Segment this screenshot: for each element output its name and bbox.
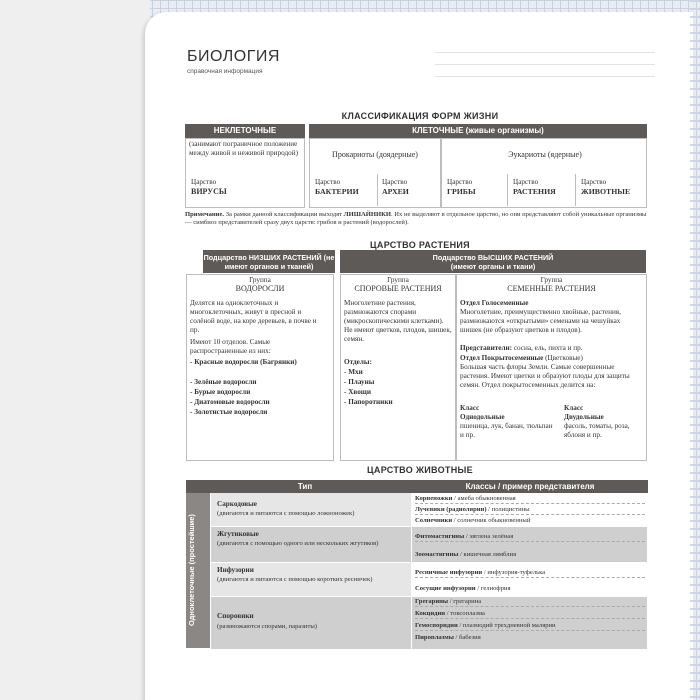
group-spore-label: Группа xyxy=(387,276,409,284)
class-monocots-name: Однодольные xyxy=(460,413,505,421)
classification-title: КЛАССИФИКАЦИЯ ФОРМ ЖИЗНИ xyxy=(341,111,499,121)
class-example: / солнечник обыкновенный xyxy=(452,517,531,524)
type-desc: (двигаются с помощью одного или нескольких жгутиков) xyxy=(217,540,379,547)
kingdom-fungi: ГРИБЫ xyxy=(447,187,476,196)
class-name: Грегарины xyxy=(415,598,449,605)
prokaryotes-label: Прокариоты (доядерные) xyxy=(332,150,418,159)
class-name: Лучевики (радиолярии) xyxy=(415,506,487,513)
class-row xyxy=(415,533,645,542)
angiosperms-heading xyxy=(460,354,643,363)
algae-divisions: Имеют 10 отделов. Самые распространенные из них: xyxy=(190,338,271,355)
spore-item: - Плауны xyxy=(344,378,375,386)
class-row xyxy=(415,585,645,593)
group-seed-name: СЕМЕННЫЕ РАСТЕНИЯ xyxy=(507,284,596,293)
class-name: Гемоспоридии xyxy=(415,622,458,629)
class-example: / грегарина xyxy=(448,598,482,605)
lower-plants-header: Подцарство НИЗШИХ РАСТЕНИЙ (не имеют органов и тканей) xyxy=(203,250,335,273)
divider xyxy=(507,174,508,206)
classification-note xyxy=(185,211,649,227)
cellular-header: КЛЕТОЧНЫЕ (живые организмы) xyxy=(309,124,647,138)
algae-item: - Золотистые водоросли xyxy=(190,408,268,416)
class-row xyxy=(415,610,645,619)
algae-item: - Бурые водоросли xyxy=(190,388,251,396)
algae-item: - Зелёные водоросли xyxy=(190,378,257,386)
algae-item: - Диатомовые водоросли xyxy=(190,398,270,406)
angiosperms-sub: (Цветковые) xyxy=(543,354,583,362)
noncellular-kingdom-label: Царство xyxy=(191,178,217,186)
class-name: Зоомастигины xyxy=(415,551,459,558)
divider xyxy=(377,174,378,206)
class-example: / инфузория-туфелька xyxy=(482,569,546,576)
animals-title: ЦАРСТВО ЖИВОТНЫЕ xyxy=(367,465,473,475)
gymnosperms-title: Отдел Голосеменные xyxy=(460,299,529,307)
noncellular-header: НЕКЛЕТОЧНЫЕ xyxy=(185,124,305,138)
page-subtitle: справочная информация xyxy=(187,68,263,75)
class-name: Кокцидии xyxy=(415,610,446,617)
reference-page xyxy=(145,12,693,700)
class-dicots-examples: фасоль, томаты, роза, яблоня и пр. xyxy=(564,422,630,439)
type-name: Жгутиковые xyxy=(217,530,259,538)
header-rule-1 xyxy=(435,52,655,53)
header-rule-2 xyxy=(435,64,655,65)
kingdom-bacteria-label: Царство xyxy=(315,178,341,186)
kingdom-animals-label: Царство xyxy=(581,178,607,186)
class-example: / токсоплазма xyxy=(445,610,485,617)
class-name: Солнечники xyxy=(415,517,453,524)
class-name: Ресничные инфузории xyxy=(415,569,483,576)
kingdom-animals: ЖИВОТНЫЕ xyxy=(581,187,631,196)
note-label: Примечание. xyxy=(185,211,225,218)
kingdom-archaea: АРХЕИ xyxy=(382,187,409,196)
kingdom-plants: РАСТЕНИЯ xyxy=(513,187,556,196)
note-bold: ЛИШАЙНИКИ xyxy=(343,211,391,218)
group-seed-label: Группа xyxy=(540,276,563,284)
angiosperms-title: Отдел Покрытосеменные xyxy=(460,354,544,362)
class-name: Корненожки xyxy=(415,495,453,502)
algae-description: Делятся на одноклеточных и многоклеточных, живут в пресной и солёной воде, на коре деревьев, в почве и пр. xyxy=(190,299,317,334)
representatives-label: Представители: xyxy=(460,344,513,352)
spore-divisions: Отделы: xyxy=(344,358,372,366)
angiosperms-text: Большая часть флоры Земли. Самые совершенные растения. Имеют цветки и образуют плоды для защиты семян. Отдел покрытосеменных делится на: xyxy=(460,363,630,389)
side-label: Одноклеточные (простейшие) xyxy=(187,514,196,627)
class-name: Сосущие инфузории xyxy=(415,585,476,592)
class-dicots-label: Класс xyxy=(564,404,584,412)
class-row xyxy=(415,598,645,607)
kingdom-archaea-label: Царство xyxy=(382,178,408,186)
class-row xyxy=(415,569,645,578)
col-classes: Классы / пример представителя xyxy=(465,482,595,491)
class-row xyxy=(415,622,645,631)
note-rest: . Их не выделяют в отдельное царство, но они представляют собой уникальные организмы — симбиоз представителей сразу двух царств: грибов и растений (водорослей). xyxy=(185,211,647,227)
type-name: Споровики xyxy=(217,612,254,620)
page-title: БИОЛОГИЯ xyxy=(187,48,280,65)
class-row xyxy=(415,506,645,515)
plants-title: ЦАРСТВО РАСТЕНИЯ xyxy=(370,240,470,250)
eukaryotes-box xyxy=(441,138,647,208)
gymnosperms-text: Многолетние, преимущественно хвойные, растения, размножаются «открытыми» семенами на чешуйках шишек (не образуют цветков и плодов). xyxy=(460,308,621,334)
class-monocots-label: Класс xyxy=(460,404,480,412)
type-desc: (двигаются и питаются с помощью ложноножек) xyxy=(217,510,355,517)
kingdom-plants-label: Царство xyxy=(513,178,539,186)
class-example: / бабезия xyxy=(453,634,481,641)
spore-item: - Хвощи xyxy=(344,388,372,396)
algae-item: - Красные водоросли (Багрянки) xyxy=(190,358,297,366)
class-monocots-examples: пшеница, лук, банан, тюльпан и пр. xyxy=(460,422,553,439)
type-name: Саркодовые xyxy=(217,500,257,508)
divider xyxy=(575,174,576,206)
col-type: Тип xyxy=(297,482,313,491)
kingdom-bacteria: БАКТЕРИИ xyxy=(315,187,359,196)
class-row xyxy=(415,495,645,504)
column-divider xyxy=(411,493,412,649)
group-algae-name: ВОДОРОСЛИ xyxy=(235,284,285,293)
class-dicots-name: Двудольные xyxy=(564,413,604,421)
left-margin xyxy=(0,0,150,700)
kingdom-fungi-label: Царство xyxy=(447,178,473,186)
class-example: / полицистины xyxy=(486,506,530,513)
type-desc: (двигаются и питаются с помощью коротких ресничек) xyxy=(217,576,373,583)
class-example: / амеба обыкновенная xyxy=(452,495,516,502)
prokaryotes-box xyxy=(309,138,441,208)
class-row xyxy=(415,517,645,525)
class-row xyxy=(415,551,645,559)
representatives-list: сосна, ель, пихта и пр. xyxy=(512,344,583,352)
spore-item: - Папоротники xyxy=(344,398,393,406)
class-example: / гелиофрия xyxy=(475,585,511,592)
noncellular-kingdom: ВИРУСЫ xyxy=(191,187,227,196)
group-spore-name: СПОРОВЫЕ РАСТЕНИЯ xyxy=(354,284,442,293)
spore-description: Многолетние растения, размножаются спорами (микроскопическими клетками). Не имеют цветков, плодов, шишек, семян. xyxy=(344,299,452,343)
group-algae-label: Группа xyxy=(249,276,271,284)
class-name: Фитомастигины xyxy=(415,533,465,540)
class-example: / эвглена зелёная xyxy=(464,533,514,540)
class-row xyxy=(415,634,645,642)
notebook-edge xyxy=(690,0,700,700)
gymnosperms-representatives xyxy=(460,344,643,353)
type-desc: (размножаются спорами, паразиты) xyxy=(217,623,317,630)
spore-item: - Мхи xyxy=(344,368,363,376)
class-example: / кишечная лямблия xyxy=(458,551,517,558)
class-name: Пироплазмы xyxy=(415,634,454,641)
eukaryotes-label: Эукариоты (ядерные) xyxy=(508,150,582,159)
class-example: / плазмодий трехдневной малярии xyxy=(457,622,556,629)
note-text: За рамки данной классификации выходят xyxy=(224,211,344,218)
type-name: Инфузории xyxy=(217,566,254,574)
header-rule-3 xyxy=(435,76,655,77)
higher-plants-header: Подцарство ВЫСШИХ РАСТЕНИЙ (имеют органы и ткани) xyxy=(340,250,646,273)
noncellular-note: (занимают пограничное положение между живой и неживой природой) xyxy=(189,140,298,157)
